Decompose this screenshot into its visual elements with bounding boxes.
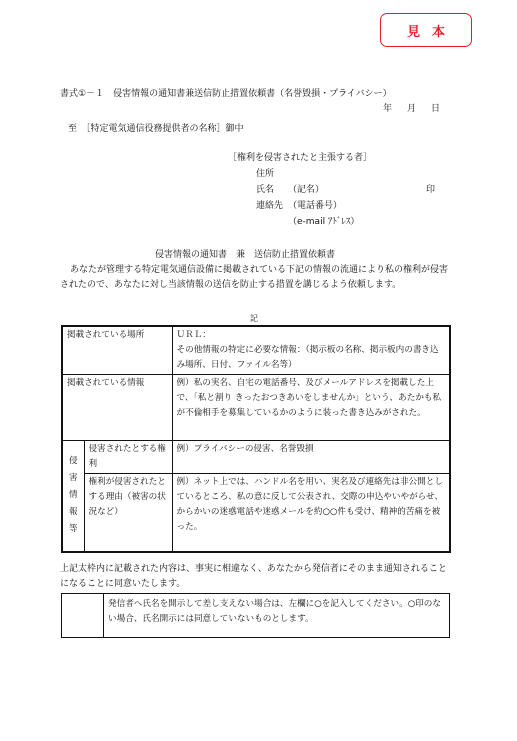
date-year: 年 [383,104,393,114]
table-row [62,375,450,441]
contact-value: （電話番号） [288,201,343,211]
right-value: 例）プライバシーの侵害、名誉毀損 [172,441,450,474]
url-label: ＵＲＬ： [176,330,211,340]
reason-value: 例）ネット上では、ハンドル名を用い、実名及び連絡先は非公開としているところ、私の意に反して公表され、交際の申込やいやがらせ、からかいの迷惑電話や迷惑メールを約○○件も受け、精神的苦痛を被った。 [172,474,450,552]
date-month: 月 [407,104,417,114]
footer-text: 上記太枠内に記載された内容は、事実に相違なく、あなたから発信者にそのまま通知されることになることに同意いたします。 [60,564,447,589]
table-row [62,326,450,375]
location-value [172,326,450,375]
table-row [62,441,450,474]
consent-mark-cell[interactable] [62,594,104,638]
name-label: 氏名 [256,185,275,195]
intro-text: あなたが管理する特定電気通信設備に掲載されている下記の情報の流通により私の権利が侵害されたので、あなたに対し当該情報の送信を防止する措置を講じるよう依頼します。 [60,265,449,290]
consent-text: 発信者へ氏名を開示して差し支えない場合は、左欄に○を記入してください。○印のない場合、氏名開示には同意していないものとします。 [104,594,450,638]
address-label: 住所 [256,169,275,179]
content-value: 例）私の実名、自宅の電話番号、及びメールアドレスを掲載した上で、「私と割り きったおつきあいをしませんか」という、あたかも私が不倫相手を募集しているかのように装った書き込みがされた。 [172,375,450,441]
infringement-table [61,325,451,553]
ki-label: 記 [250,314,258,323]
table-row [62,474,450,552]
document-heading: 侵害情報の通知書 兼 送信防止措置依頼書 [155,250,336,260]
addressee: 至 ［特定電気通信役務提供者の名称］御中 [68,124,244,134]
date-day: 日 [431,104,441,114]
contact-label: 連絡先 [256,201,284,211]
other-info-label: その他情報の特定に必要な情報：（掲示板の名称、掲示板内の書き込み場所、日付、ファイル名等） [176,345,439,370]
location-label: 掲載されている場所 [62,326,172,375]
form-title: 書式①－１ 侵害情報の通知書兼送信防止措置依頼書（名誉毀損・プライバシー） [60,89,392,99]
vertical-label: 侵 害 情 報 等 [62,441,84,552]
name-value: （記名） [288,185,325,195]
seal-mark: 印 [426,185,436,195]
consent-table [61,593,450,638]
email-value: （e-mail ｱﾄﾞﾚｽ） [288,217,360,227]
claimant-header: ［権利を侵害されたと主張する者］ [228,153,373,163]
table-row [62,594,450,638]
sample-stamp: 見本 [380,13,472,47]
content-label: 掲載されている情報 [62,375,172,441]
right-label: 侵害されたとする権利 [84,441,172,474]
reason-label: 権利が侵害されたとする理由（被害の状況など） [84,474,172,552]
